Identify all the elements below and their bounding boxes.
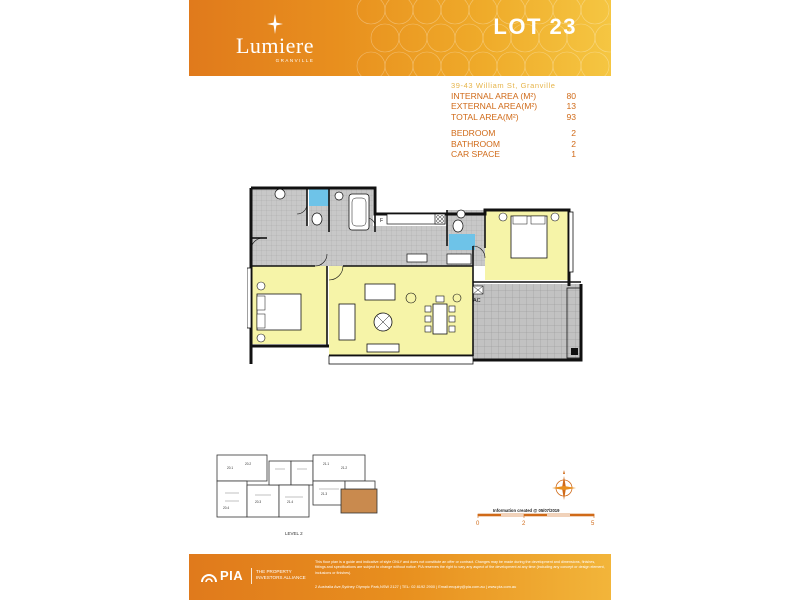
tv-unit (367, 344, 399, 352)
sparkle-icon (267, 14, 283, 34)
keyplan-highlight (341, 489, 377, 513)
scale-tick: 0 (476, 521, 480, 527)
dining-table (433, 304, 447, 334)
spec-label: INTERNAL AREA (M²) (451, 91, 537, 101)
fridge-label: F (380, 218, 384, 224)
spec-value: 1 (571, 149, 576, 160)
floorplan-sheet (189, 0, 611, 600)
spec-row-external (451, 101, 576, 111)
lot-title: LOT 23 (493, 14, 577, 39)
balcony (473, 284, 581, 360)
spec-row-bathroom (451, 139, 576, 149)
spec-row-internal (451, 91, 576, 101)
toilet-1 (312, 213, 322, 225)
pia-logo (201, 568, 243, 583)
shower-2 (449, 234, 475, 250)
keyplan-unit-label: 21.3 (321, 492, 328, 496)
spec-label: TOTAL AREA(M²) (451, 111, 519, 122)
spec-value: 13 (566, 101, 576, 112)
keyplan-unit-label: 20.2 (245, 462, 252, 466)
keyplan-unit-label: 20.4 (223, 506, 230, 510)
spec-value: 93 (566, 111, 576, 122)
scale-bar (474, 512, 599, 528)
lot-address: 39-43 William St, Granville (451, 81, 556, 90)
footer-banner (189, 554, 611, 600)
toilet-2 (453, 220, 463, 232)
spec-row-total (451, 112, 576, 122)
pia-tagline (256, 569, 306, 581)
spec-value: 2 (571, 128, 576, 139)
key-plan (215, 453, 385, 533)
keyplan-unit-label: 20.3 (255, 500, 262, 504)
spec-label: BEDROOM (451, 128, 496, 139)
basin-1 (335, 192, 343, 200)
spec-label: EXTERNAL AREA(M²) (451, 101, 538, 112)
info-created-date: Information created @ 05/07/2019 (493, 508, 560, 513)
spec-row-bedroom (451, 128, 576, 138)
scale-tick: 5 (591, 521, 595, 527)
shower-1 (309, 188, 329, 206)
keyplan-level: LEVEL 2 (285, 531, 303, 536)
scale-tick: 2 (522, 521, 526, 527)
spec-label: CAR SPACE (451, 149, 501, 160)
sofa-left (339, 304, 355, 340)
spec-value: 80 (566, 91, 576, 101)
compass-icon (552, 470, 576, 500)
keyplan-unit-label: 20.1 (227, 466, 234, 470)
spec-row-car (451, 149, 576, 159)
keyplan-unit-label: 21.2 (341, 466, 348, 470)
basin-2 (457, 210, 465, 218)
floor-plan (247, 186, 587, 378)
ac-label: AC (473, 298, 481, 304)
keyplan-unit-label: 21.4 (287, 500, 294, 504)
washer (275, 189, 285, 199)
pia-tagline-2: INVESTORS ALLIANCE (256, 575, 306, 580)
contact-details: 2 Australia Ave,Sydney Olympic Park,NSW 2127 | TEL: 02 8192 2900 | Email:enquiry@pia.com.au | www.pia.com.au (315, 584, 517, 589)
lumiere-logo (225, 14, 325, 63)
spec-label: BATHROOM (451, 138, 501, 149)
footer-divider (251, 568, 252, 584)
pia-mark-icon (201, 569, 217, 583)
spec-value: 2 (571, 138, 576, 149)
pia-wordmark: PIA (220, 568, 244, 583)
pia-tagline-1: THE PROPERTY (256, 569, 292, 574)
disclaimer-text: This floor plan is a guide and indicative of style ONLY and does not constitute an offer or contract. Changes may be made during the development and dimensions, finishes, fittings and specifications are subject to change without notice. PIA reserves the right to vary any aspect of the development at any time (including any concept or design element, inclusions or finishes). (315, 560, 605, 575)
area-specs (451, 91, 576, 159)
keyplan-unit-label: 21.1 (323, 462, 330, 466)
sofa-top (365, 284, 395, 300)
header-banner (189, 0, 611, 76)
brand-name: Lumiere (235, 33, 315, 58)
brand-suburb: GRANVILLE (275, 58, 315, 63)
